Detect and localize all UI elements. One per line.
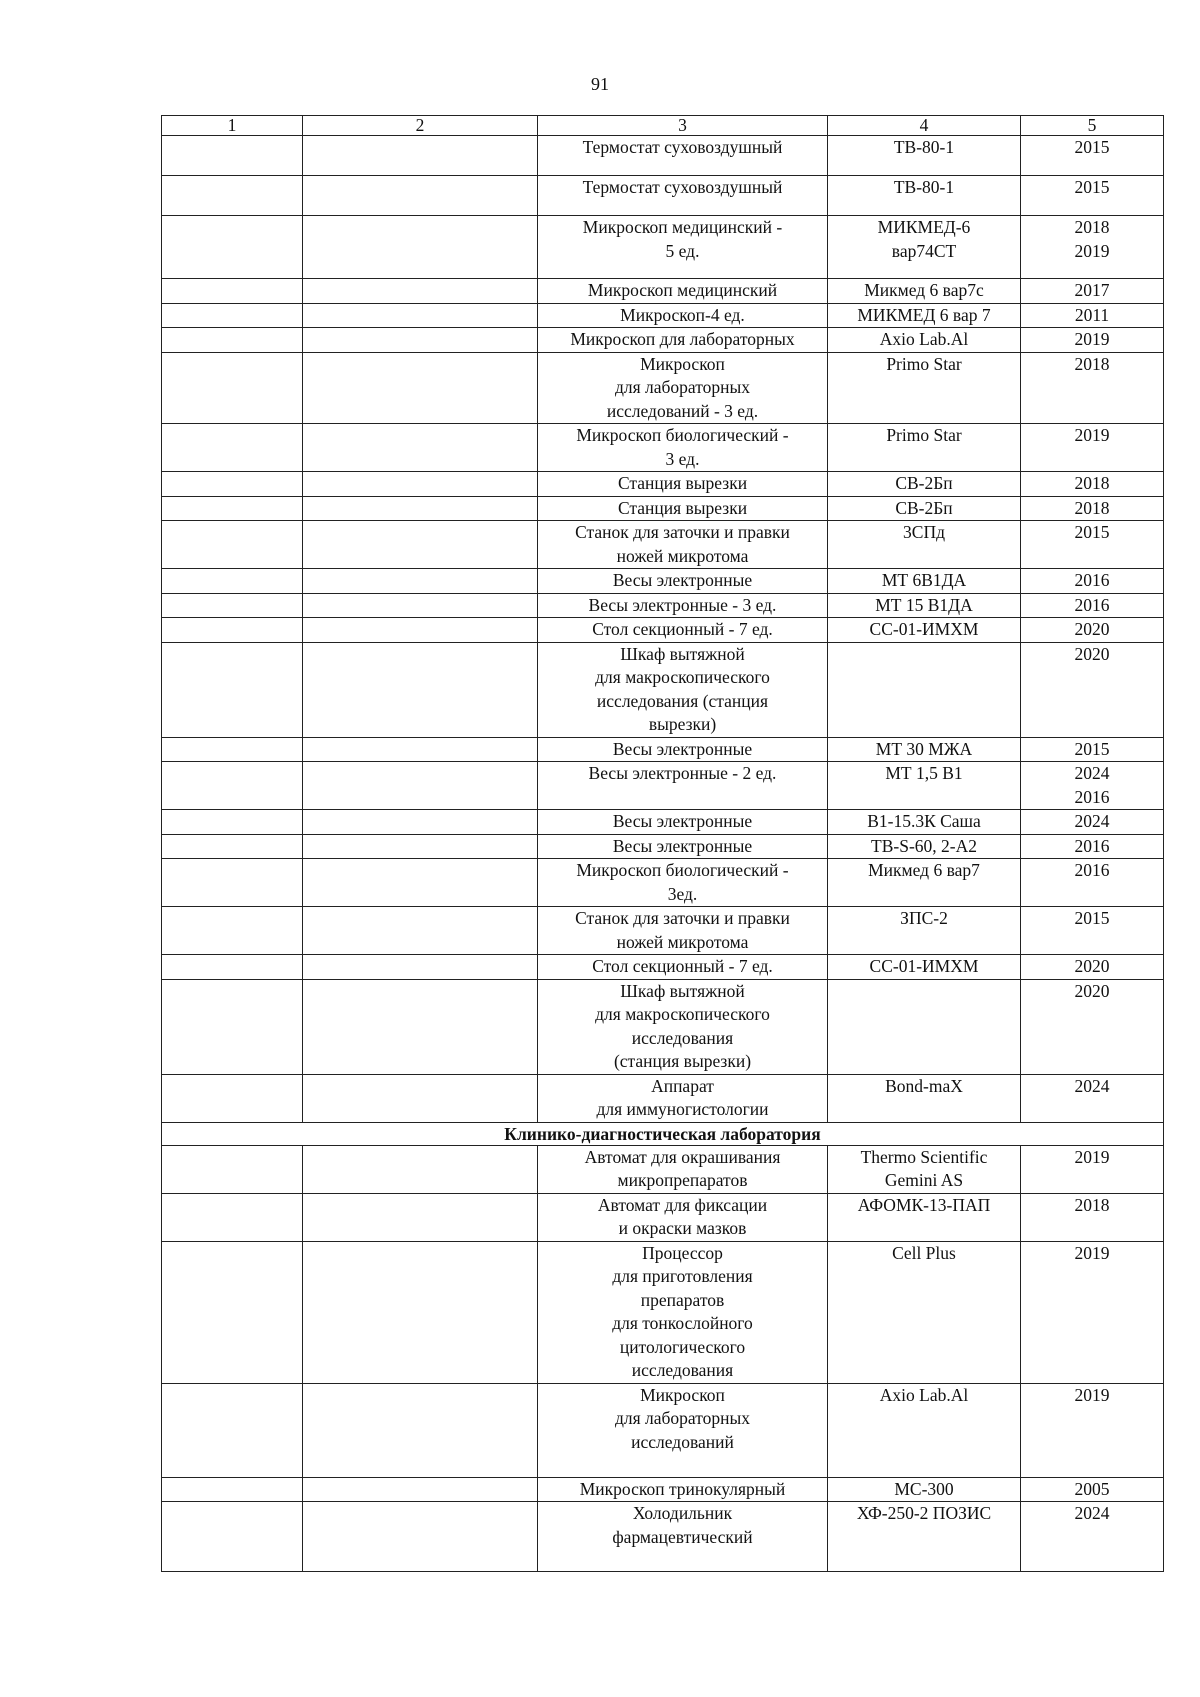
empty-cell-2 bbox=[303, 618, 538, 643]
empty-cell-2 bbox=[303, 955, 538, 980]
table-row bbox=[162, 737, 1164, 762]
table-row bbox=[162, 352, 1164, 424]
equipment-name-cell: Автомат для фиксации и окраски мазков bbox=[538, 1193, 828, 1241]
empty-cell-2 bbox=[303, 859, 538, 907]
table-row bbox=[162, 303, 1164, 328]
section-title: Клинико-диагностическая лаборатория bbox=[162, 1122, 1164, 1145]
year-cell: 2015 bbox=[1021, 521, 1164, 569]
empty-cell-1 bbox=[162, 859, 303, 907]
empty-cell-2 bbox=[303, 136, 538, 176]
model-cell: 3СПд bbox=[828, 521, 1021, 569]
empty-cell-2 bbox=[303, 1145, 538, 1193]
empty-cell-1 bbox=[162, 569, 303, 594]
equipment-name-cell: Микроскоп биологический - 3ед. bbox=[538, 859, 828, 907]
empty-cell-1 bbox=[162, 279, 303, 304]
table-row bbox=[162, 176, 1164, 216]
equipment-name-cell: Станция вырезки bbox=[538, 496, 828, 521]
model-cell: Cell Plus bbox=[828, 1241, 1021, 1383]
empty-cell-1 bbox=[162, 762, 303, 810]
model-cell: МИКМЕД 6 вар 7 bbox=[828, 303, 1021, 328]
empty-cell-1 bbox=[162, 472, 303, 497]
table-row bbox=[162, 472, 1164, 497]
table-row bbox=[162, 424, 1164, 472]
equipment-name-cell: Термостат суховоздушный bbox=[538, 176, 828, 216]
table-row bbox=[162, 1074, 1164, 1122]
table-row bbox=[162, 593, 1164, 618]
equipment-name-cell: Весы электронные - 3 ед. bbox=[538, 593, 828, 618]
model-cell: МИКМЕД-6 вар74СТ bbox=[828, 216, 1021, 279]
model-cell: Thermo Scientific Gemini AS bbox=[828, 1145, 1021, 1193]
empty-cell-1 bbox=[162, 642, 303, 737]
table-row bbox=[162, 1193, 1164, 1241]
equipment-name-cell: Аппарат для иммуногистологии bbox=[538, 1074, 828, 1122]
year-cell: 2020 bbox=[1021, 955, 1164, 980]
model-cell: Микмед 6 вар7с bbox=[828, 279, 1021, 304]
year-cell: 2016 bbox=[1021, 859, 1164, 907]
equipment-name-cell: Холодильник фармацевтический bbox=[538, 1502, 828, 1572]
table-row bbox=[162, 1145, 1164, 1193]
equipment-name-cell: Шкаф вытяжной для макроскопического исследования (станция вырезки) bbox=[538, 642, 828, 737]
empty-cell-2 bbox=[303, 1383, 538, 1477]
table-row bbox=[162, 618, 1164, 643]
equipment-name-cell: Микроскоп медицинский - 5 ед. bbox=[538, 216, 828, 279]
table-row bbox=[162, 496, 1164, 521]
model-cell: МС-300 bbox=[828, 1477, 1021, 1502]
model-cell: Bond-maX bbox=[828, 1074, 1021, 1122]
equipment-name-cell: Процессор для приготовления препаратов для тонкослойного цитологического исследования bbox=[538, 1241, 828, 1383]
model-cell: ХФ-250-2 ПОЗИС bbox=[828, 1502, 1021, 1572]
model-cell: СВ-2Бп bbox=[828, 472, 1021, 497]
year-cell: 2017 bbox=[1021, 279, 1164, 304]
empty-cell-1 bbox=[162, 1145, 303, 1193]
table-row bbox=[162, 834, 1164, 859]
empty-cell-2 bbox=[303, 810, 538, 835]
year-cell: 2019 bbox=[1021, 424, 1164, 472]
equipment-name-cell: Весы электронные - 2 ед. bbox=[538, 762, 828, 810]
empty-cell-1 bbox=[162, 1477, 303, 1502]
empty-cell-1 bbox=[162, 328, 303, 353]
year-cell: 2024 bbox=[1021, 1074, 1164, 1122]
table-row bbox=[162, 762, 1164, 810]
equipment-name-cell: Стол секционный - 7 ед. bbox=[538, 618, 828, 643]
empty-cell-1 bbox=[162, 303, 303, 328]
equipment-name-cell: Весы электронные bbox=[538, 569, 828, 594]
year-cell: 2011 bbox=[1021, 303, 1164, 328]
model-cell: Primo Star bbox=[828, 352, 1021, 424]
equipment-name-cell: Микроскоп-4 ед. bbox=[538, 303, 828, 328]
empty-cell-1 bbox=[162, 955, 303, 980]
year-cell: 2016 bbox=[1021, 593, 1164, 618]
equipment-name-cell: Микроскоп для лабораторных bbox=[538, 328, 828, 353]
year-cell: 2019 bbox=[1021, 1145, 1164, 1193]
empty-cell-1 bbox=[162, 593, 303, 618]
table-row bbox=[162, 1502, 1164, 1572]
empty-cell-2 bbox=[303, 593, 538, 618]
table-row bbox=[162, 279, 1164, 304]
year-cell: 2019 bbox=[1021, 1241, 1164, 1383]
model-cell: СС-01-ИМХМ bbox=[828, 955, 1021, 980]
year-cell: 2018 bbox=[1021, 352, 1164, 424]
model-cell: В1-15.3К Саша bbox=[828, 810, 1021, 835]
year-cell: 2015 bbox=[1021, 907, 1164, 955]
section-row bbox=[162, 1122, 1164, 1145]
equipment-name-cell: Термостат суховоздушный bbox=[538, 136, 828, 176]
model-cell: МТ 15 В1ДА bbox=[828, 593, 1021, 618]
model-cell: ТВ-80-1 bbox=[828, 176, 1021, 216]
empty-cell-1 bbox=[162, 352, 303, 424]
empty-cell-1 bbox=[162, 424, 303, 472]
empty-cell-2 bbox=[303, 279, 538, 304]
empty-cell-2 bbox=[303, 328, 538, 353]
empty-cell-2 bbox=[303, 521, 538, 569]
empty-cell-1 bbox=[162, 1383, 303, 1477]
empty-cell-1 bbox=[162, 521, 303, 569]
empty-cell-2 bbox=[303, 1241, 538, 1383]
empty-cell-2 bbox=[303, 352, 538, 424]
empty-cell-2 bbox=[303, 737, 538, 762]
empty-cell-2 bbox=[303, 472, 538, 497]
table-row bbox=[162, 1383, 1164, 1477]
empty-cell-1 bbox=[162, 1074, 303, 1122]
equipment-name-cell: Микроскоп для лабораторных исследований bbox=[538, 1383, 828, 1477]
year-cell: 2019 bbox=[1021, 328, 1164, 353]
table-row bbox=[162, 955, 1164, 980]
empty-cell-2 bbox=[303, 642, 538, 737]
year-cell: 2015 bbox=[1021, 176, 1164, 216]
year-cell: 2015 bbox=[1021, 737, 1164, 762]
equipment-name-cell: Микроскоп тринокулярный bbox=[538, 1477, 828, 1502]
empty-cell-1 bbox=[162, 979, 303, 1074]
year-cell: 2024 2016 bbox=[1021, 762, 1164, 810]
model-cell: МТ 1,5 В1 bbox=[828, 762, 1021, 810]
empty-cell-2 bbox=[303, 907, 538, 955]
model-cell: МТ 30 МЖА bbox=[828, 737, 1021, 762]
table-row bbox=[162, 216, 1164, 279]
table-row bbox=[162, 328, 1164, 353]
empty-cell-1 bbox=[162, 810, 303, 835]
table-row bbox=[162, 136, 1164, 176]
year-cell: 2020 bbox=[1021, 618, 1164, 643]
empty-cell-2 bbox=[303, 569, 538, 594]
equipment-name-cell: Весы электронные bbox=[538, 810, 828, 835]
page-number: 91 bbox=[591, 74, 609, 94]
year-cell: 2018 bbox=[1021, 472, 1164, 497]
table-row bbox=[162, 979, 1164, 1074]
empty-cell-2 bbox=[303, 762, 538, 810]
year-cell: 2020 bbox=[1021, 979, 1164, 1074]
model-cell: ЗПС-2 bbox=[828, 907, 1021, 955]
year-cell: 2024 bbox=[1021, 1502, 1164, 1572]
empty-cell-2 bbox=[303, 979, 538, 1074]
empty-cell-2 bbox=[303, 1477, 538, 1502]
year-cell: 2018 2019 bbox=[1021, 216, 1164, 279]
equipment-name-cell: Стол секционный - 7 ед. bbox=[538, 955, 828, 980]
year-cell: 2020 bbox=[1021, 642, 1164, 737]
column-number-3: 3 bbox=[538, 116, 828, 136]
table-row bbox=[162, 1241, 1164, 1383]
equipment-name-cell: Шкаф вытяжной для макроскопического исследования (станция вырезки) bbox=[538, 979, 828, 1074]
year-cell: 2015 bbox=[1021, 136, 1164, 176]
empty-cell-1 bbox=[162, 176, 303, 216]
equipment-table-body bbox=[162, 116, 1164, 1572]
table-row bbox=[162, 569, 1164, 594]
empty-cell-1 bbox=[162, 1502, 303, 1572]
year-cell: 2016 bbox=[1021, 834, 1164, 859]
table-row bbox=[162, 810, 1164, 835]
model-cell: Primo Star bbox=[828, 424, 1021, 472]
empty-cell-1 bbox=[162, 737, 303, 762]
model-cell: АФОМК-13-ПАП bbox=[828, 1193, 1021, 1241]
empty-cell-1 bbox=[162, 216, 303, 279]
equipment-name-cell: Весы электронные bbox=[538, 737, 828, 762]
model-cell: СВ-2Бп bbox=[828, 496, 1021, 521]
model-cell bbox=[828, 979, 1021, 1074]
year-cell: 2024 bbox=[1021, 810, 1164, 835]
equipment-name-cell: Автомат для окрашивания микропрепаратов bbox=[538, 1145, 828, 1193]
empty-cell-2 bbox=[303, 496, 538, 521]
equipment-name-cell: Микроскоп для лабораторных исследований - 3 ед. bbox=[538, 352, 828, 424]
model-cell: Axio Lab.Al bbox=[828, 1383, 1021, 1477]
empty-cell-2 bbox=[303, 834, 538, 859]
empty-cell-2 bbox=[303, 303, 538, 328]
empty-cell-2 bbox=[303, 1502, 538, 1572]
table-row bbox=[162, 642, 1164, 737]
equipment-name-cell: Микроскоп медицинский bbox=[538, 279, 828, 304]
empty-cell-1 bbox=[162, 834, 303, 859]
table-row bbox=[162, 521, 1164, 569]
column-number-1: 1 bbox=[162, 116, 303, 136]
year-cell: 2016 bbox=[1021, 569, 1164, 594]
model-cell: МТ 6В1ДА bbox=[828, 569, 1021, 594]
empty-cell-1 bbox=[162, 496, 303, 521]
table-row bbox=[162, 1477, 1164, 1502]
model-cell: ТВ-S-60, 2-А2 bbox=[828, 834, 1021, 859]
empty-cell-2 bbox=[303, 424, 538, 472]
column-number-4: 4 bbox=[828, 116, 1021, 136]
empty-cell-1 bbox=[162, 907, 303, 955]
column-number-5: 5 bbox=[1021, 116, 1164, 136]
model-cell: Axio Lab.Al bbox=[828, 328, 1021, 353]
equipment-name-cell: Станок для заточки и правки ножей микротома bbox=[538, 907, 828, 955]
empty-cell-2 bbox=[303, 176, 538, 216]
equipment-table bbox=[161, 115, 1164, 1572]
equipment-name-cell: Микроскоп биологический - 3 ед. bbox=[538, 424, 828, 472]
year-cell: 2019 bbox=[1021, 1383, 1164, 1477]
empty-cell-1 bbox=[162, 618, 303, 643]
empty-cell-1 bbox=[162, 1193, 303, 1241]
table-row bbox=[162, 859, 1164, 907]
empty-cell-1 bbox=[162, 136, 303, 176]
model-cell: Микмед 6 вар7 bbox=[828, 859, 1021, 907]
year-cell: 2018 bbox=[1021, 1193, 1164, 1241]
empty-cell-2 bbox=[303, 216, 538, 279]
column-number-2: 2 bbox=[303, 116, 538, 136]
model-cell: ТВ-80-1 bbox=[828, 136, 1021, 176]
equipment-name-cell: Станок для заточки и правки ножей микротома bbox=[538, 521, 828, 569]
empty-cell-2 bbox=[303, 1193, 538, 1241]
year-cell: 2005 bbox=[1021, 1477, 1164, 1502]
empty-cell-1 bbox=[162, 1241, 303, 1383]
empty-cell-2 bbox=[303, 1074, 538, 1122]
equipment-name-cell: Весы электронные bbox=[538, 834, 828, 859]
table-row bbox=[162, 907, 1164, 955]
model-cell: СС-01-ИМХМ bbox=[828, 618, 1021, 643]
column-numbers-row bbox=[162, 116, 1164, 136]
year-cell: 2018 bbox=[1021, 496, 1164, 521]
equipment-name-cell: Станция вырезки bbox=[538, 472, 828, 497]
model-cell bbox=[828, 642, 1021, 737]
